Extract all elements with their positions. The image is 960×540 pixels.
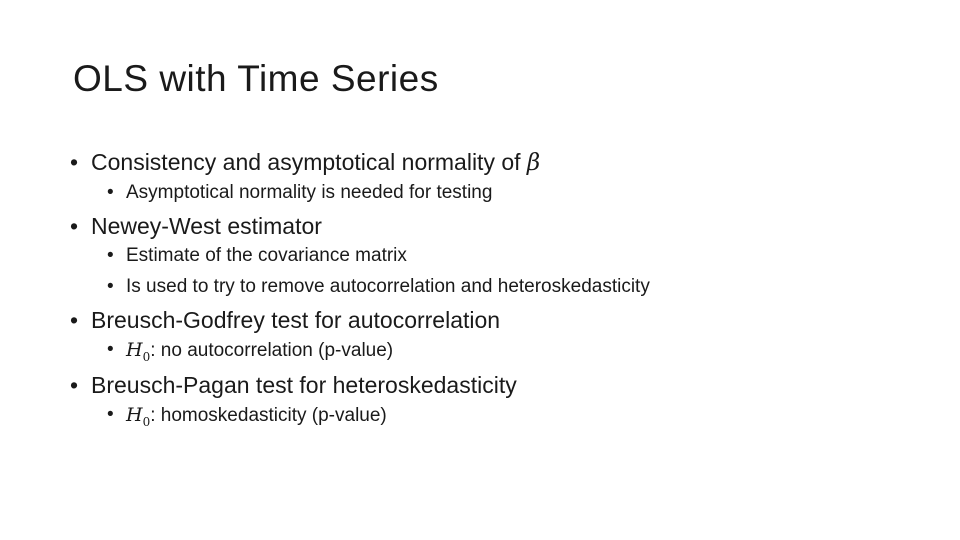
- sub-bullet-text: Is used to try to remove autocorrelation and heteroskedasticity: [126, 276, 650, 297]
- bullet-icon: •: [70, 213, 79, 239]
- bullet-list: [70, 148, 930, 436]
- bullet-text: Breusch-Pagan test for heteroskedasticity: [91, 372, 517, 398]
- bullet-icon: •: [107, 182, 114, 203]
- sub-bullet-item: [70, 181, 930, 205]
- bullet-icon: •: [107, 245, 114, 266]
- hypothesis-symbol: $H_0$: [126, 339, 151, 364]
- bullet-item-consistency: [70, 148, 930, 177]
- sub-bullet-text: Estimate of the covariance matrix: [126, 245, 407, 266]
- bullet-item-breusch-godfrey: [70, 306, 930, 334]
- bullet-icon: •: [70, 307, 79, 333]
- bullet-icon: •: [107, 339, 114, 360]
- bullet-icon: •: [107, 276, 114, 297]
- sub-bullet-text: Asymptotical normality is needed for testing: [126, 182, 493, 203]
- sub-bullet-item: [70, 244, 930, 268]
- bullet-item-breusch-pagan: [70, 371, 930, 399]
- sub-bullet-item: [70, 403, 930, 429]
- hypothesis-symbol: $H_0$: [126, 404, 151, 429]
- bullet-text: Newey-West estimator: [91, 213, 322, 239]
- bullet-icon: •: [70, 149, 79, 175]
- bullet-icon: •: [107, 404, 114, 425]
- bullet-icon: •: [70, 372, 79, 398]
- bullet-item-newey-west: [70, 212, 930, 240]
- sub-bullet-item: [70, 338, 930, 364]
- sub-bullet-item: [70, 275, 930, 299]
- sub-bullet-text: : no autocorrelation (p-value): [150, 340, 394, 361]
- bullet-text: Consistency and asymptotical normality of: [91, 149, 527, 175]
- bullet-text: Breusch-Godfrey test for autocorrelation: [91, 307, 501, 333]
- sub-bullet-text: : homoskedasticity (p-value): [150, 405, 387, 426]
- slide-title: OLS with Time Series: [73, 58, 439, 99]
- beta-symbol: β: [526, 150, 541, 176]
